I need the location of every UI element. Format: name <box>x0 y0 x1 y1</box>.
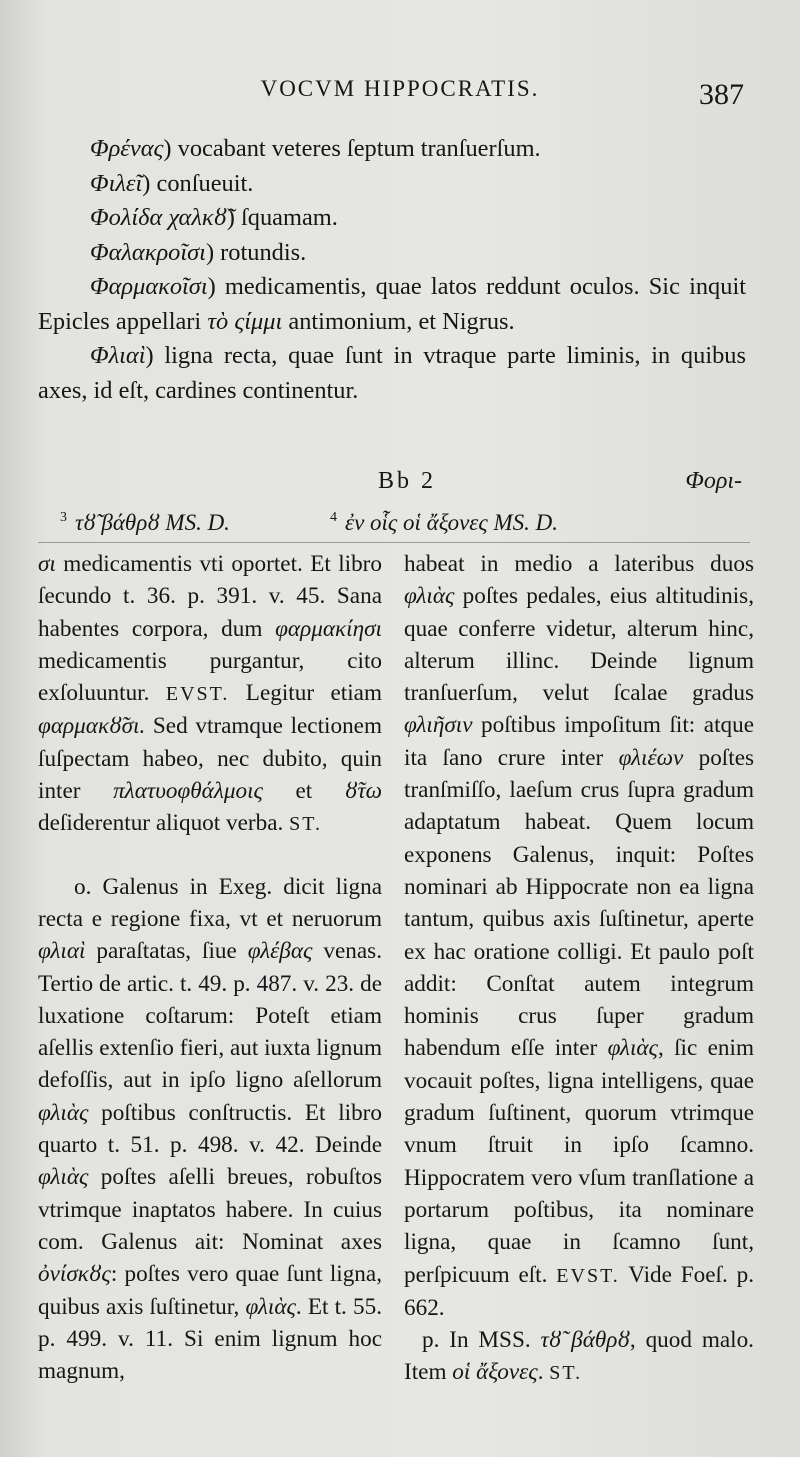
gathering-signature: Bb 2 <box>378 468 437 494</box>
text-run: habeat in medio a lateribus duos <box>404 551 754 577</box>
text-run: , ſic enim vocauit poſtes, ligna intelligens, quae gradum ſuſtinent, quorum vtrimque vnum ſtruit in ipſo ſcamno. Hippocratem vero vſum tranſlatione a portarum poſtibus, ita nominare ligna, quae in ſcamno ſunt, perſpicuum eſt. <box>404 1035 754 1288</box>
entry-pharmakoisi <box>38 270 746 339</box>
greek-lemma: Φολίδα χαλκȣ̃ <box>90 204 227 231</box>
text-run: poſtibus conſtructis. Et libro quarto t. 51. p. 498. v. 42. Deinde <box>38 1099 382 1159</box>
text-run: Legitur etiam <box>229 680 382 707</box>
text-run: Vide Foeſ. p. 662. <box>404 1261 755 1321</box>
greek-lemma: Φιλεῖ <box>90 169 143 197</box>
commentary-paragraph <box>38 548 382 841</box>
text-run: poſtes pedales, eius altitudinis, quae conferre videtur, alterum hinc, alterum illinc. Deinde lignum tranſuerſum, velut ſcalae gradus <box>404 583 754 707</box>
gloss: ) ſquamam. <box>226 204 338 231</box>
greek-word: οἱ ἄξονες <box>452 1359 538 1386</box>
footnote-3 <box>60 510 230 536</box>
text-run: venas. Tertio de artic. t. 49. p. 487. v. 23. de luxatione coſtarum: Poteſt etiam aſellis extenſio fieri, aut iuxta lignum defoſſis, aut in ipſo ligno aſellorum <box>38 938 383 1094</box>
greek-lemma: Φρένας <box>90 135 164 162</box>
text-run: deſiderentur aliquot verba. <box>38 810 290 837</box>
greek-word: τȣ̃ βάθρȣ <box>540 1327 630 1354</box>
entry-phrenas <box>38 132 746 167</box>
footnote-text: τȣ̃ βάθρȣ MS. D. <box>75 510 230 535</box>
main-text <box>38 132 746 408</box>
greek-word: φαρμακȣ̃σι. <box>38 713 146 740</box>
text-run: poſtes aſelli breues, robuſtos vtrimque inaptatos habere. In cuius com. Galenus ait: Nominat axes <box>38 1164 382 1255</box>
text-run: : poſtes vero quae ſunt ligna, quibus axis ſuſtinetur, <box>38 1261 382 1320</box>
text-run: o. Galenus in Exeg. dicit ligna recta e regione fixa, vt et neruorum <box>38 873 382 932</box>
text-run: . <box>537 1359 550 1386</box>
greek-word: ȣ̃τω <box>344 778 382 805</box>
greek-word: πλατυοφθάλμοις <box>113 778 263 805</box>
greek-lemma: Φλιαὶ <box>90 342 146 369</box>
gloss: ) ligna recta, quae ſunt in vtraque parte liminis, in quibus axes, id eſt, cardines continentur. <box>38 342 746 404</box>
greek-term: τὸ ςίμμι <box>207 307 283 335</box>
source-abbrev: ST. <box>549 1362 583 1385</box>
footnote-4 <box>330 510 558 536</box>
footnote-text: ἐν οἷς οἱ ἄξονες MS. D. <box>345 510 558 535</box>
greek-word: φλιέων <box>618 744 684 771</box>
catchword: Φορι- <box>685 468 742 494</box>
greek-word: φλιαὶ <box>38 938 86 965</box>
text-run: poſtibus impoſitum ſit: atque ita ſano crure inter <box>404 712 754 771</box>
commentary-paragraph <box>404 1324 754 1390</box>
text-run: poſtes tranſmiſſo, laeſum crus ſupra gradum adaptatum habeat. Quem locum exponens Galenus, inquit: Poſtes nominari ab Hippocrate non ea ligna tantum, quibus axis ſuſtinetur, aperte ex hac oratione colligi. Et paulo poſt addit: Conſtat autem integrum hominis crus ſuper gradum habendum eſſe inter <box>404 744 755 1062</box>
greek-word: φλιὰς <box>607 1035 658 1062</box>
text-run: medicamentis vti oportet. Et libro ſecundo t. 36. p. 391. v. 45. Sana habentes corpora, dum <box>38 551 382 642</box>
text-run: , quod malo. Item <box>404 1327 754 1386</box>
gloss: antimonium, et Nigrus. <box>282 307 515 335</box>
greek-word: φαρμακίησι <box>275 615 382 642</box>
entry-pholida <box>38 201 746 236</box>
greek-word: φλιὰς <box>38 1099 89 1126</box>
greek-word: φλιὰς <box>38 1164 89 1191</box>
text-run: p. In MSS. <box>422 1327 541 1354</box>
entry-phliai <box>38 339 746 408</box>
gloss: ) conſueuit. <box>142 169 254 197</box>
greek-word: φλέβας <box>247 938 313 965</box>
commentary-paragraph <box>38 871 382 1388</box>
text-run: et <box>262 778 345 805</box>
text-run: medicamentis purgantur, cito exſoluuntur. <box>38 647 382 707</box>
text-run: Sed vtramque lectionem ſuſpectam habeo, nec dubito, quin inter <box>38 713 382 805</box>
greek-word: φλιὰς <box>404 583 455 610</box>
entry-philei <box>38 167 746 202</box>
source-abbrev: EVST. <box>165 683 230 706</box>
footnote-mark: 4 <box>330 510 337 526</box>
gloss: ) medicamentis, quae latos reddunt oculos. Sic inquit Epicles appellari <box>38 273 746 335</box>
entry-phalakroisi <box>38 236 746 271</box>
commentary-right-column <box>404 548 754 1390</box>
commentary-paragraph <box>404 548 754 1324</box>
text-run: paraſtatas, ſiue <box>85 938 248 965</box>
greek-lemma: Φαλακροῖσι <box>90 238 206 266</box>
greek-lemma: Φαρμακοῖσι <box>90 273 208 300</box>
gloss: ) vocabant veteres ſeptum tranſuerſum. <box>163 135 541 162</box>
page-number: 387 <box>699 78 744 111</box>
text-run: . Et t. 55. p. 499. v. 11. Si enim lignum hoc magnum, <box>38 1293 382 1385</box>
greek-word: σι <box>38 551 56 577</box>
greek-word: φλιῆσιν <box>404 712 473 739</box>
running-head: VOCVM HIPPOCRATIS. <box>260 76 540 101</box>
divider <box>38 542 750 543</box>
gloss: ) rotundis. <box>205 238 307 266</box>
source-abbrev: EVST. <box>556 1264 620 1287</box>
greek-word: φλιὰς <box>245 1293 296 1320</box>
greek-word: ὀνίσκȣς <box>38 1261 111 1288</box>
commentary-left-column <box>38 548 382 1387</box>
source-abbrev: ST. <box>289 813 322 836</box>
footnote-mark: 3 <box>60 510 67 526</box>
